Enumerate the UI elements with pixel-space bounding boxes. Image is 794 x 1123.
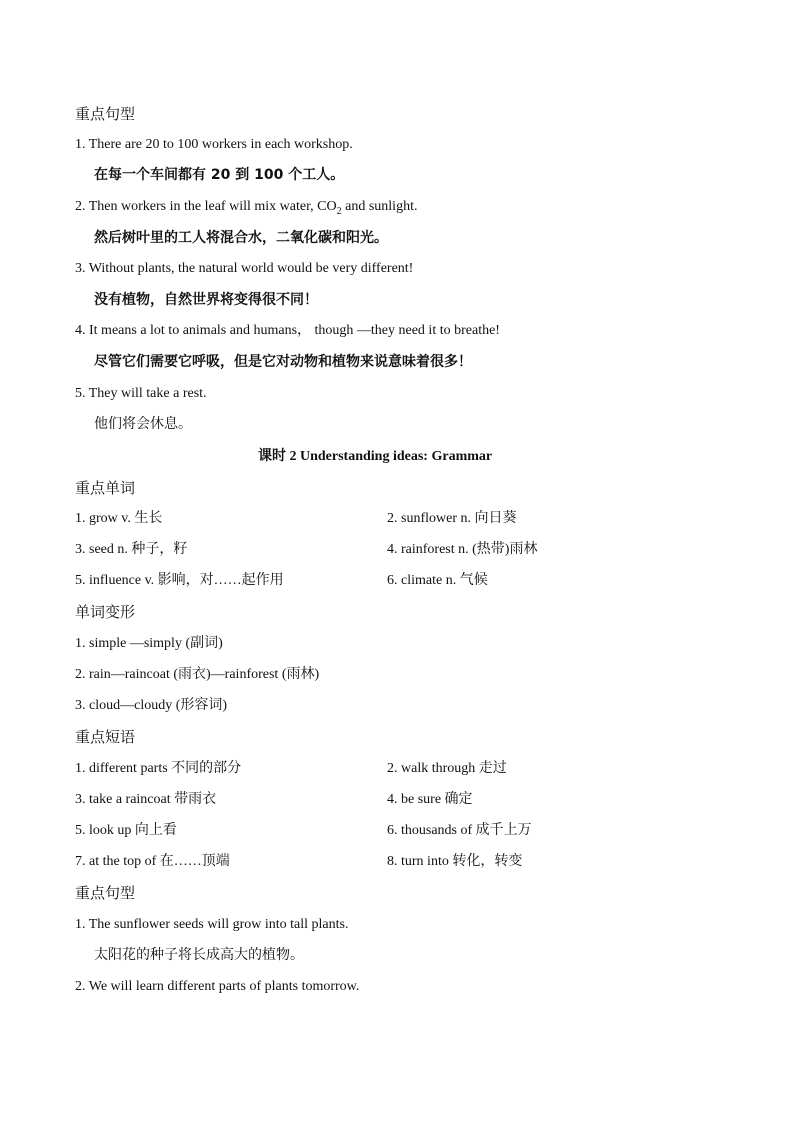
form-item: 3. cloud—cloudy (形容词) bbox=[75, 698, 228, 713]
phrase-item: 1. different parts 不同的部分 bbox=[75, 761, 242, 776]
sentence-zh: 没有植物，自然世界将变得很不同！ bbox=[94, 292, 318, 308]
phrase-item: 4. be sure 确定 bbox=[387, 792, 473, 807]
section-heading: 单词变形 bbox=[75, 603, 136, 621]
phrase-item: 7. at the top of 在……顶端 bbox=[75, 854, 230, 869]
phrase-item: 2. walk through 走过 bbox=[387, 761, 507, 776]
sentence-zh: 他们将会休息。 bbox=[94, 416, 192, 432]
sentence-en: 3. Without plants, the natural world would be very different! bbox=[75, 261, 414, 276]
phrase-item: 3. take a raincoat 带雨衣 bbox=[75, 792, 217, 807]
section-heading: 重点短语 bbox=[75, 728, 136, 746]
sentence-en: 5. They will take a rest. bbox=[75, 386, 207, 401]
section-heading: 重点句型 bbox=[75, 105, 136, 123]
vocab-item: 3. seed n. 种子，籽 bbox=[75, 542, 188, 557]
vocab-item: 1. grow v. 生长 bbox=[75, 511, 163, 526]
phrase-item: 6. thousands of 成千上万 bbox=[387, 823, 532, 838]
sentence-en: 2. Then workers in the leaf will mix water, $CO_2$ and sunlight. bbox=[75, 199, 418, 217]
section-heading: 重点句型 bbox=[75, 884, 136, 902]
sentence-en: 4. It means a lot to animals and humans， though —they need it to breathe! bbox=[75, 323, 500, 338]
vocab-item: 6. climate n. 气候 bbox=[387, 573, 488, 588]
sentence-zh: 在每一个车间都有 20 到 100 个工人。 bbox=[94, 167, 345, 183]
phrase-item: 8. turn into 转化，转变 bbox=[387, 854, 523, 869]
sentence-zh: 尽管它们需要它呼吸，但是它对动物和植物来说意味着很多！ bbox=[94, 354, 472, 370]
sentence-en: 1. The sunflower seeds will grow into tall plants. bbox=[75, 917, 349, 932]
phrase-item: 5. look up 向上看 bbox=[75, 823, 177, 838]
sentence-zh: 然后树叶里的工人将混合水，二氧化碳和阳光。 bbox=[94, 230, 388, 246]
vocab-item: 5. influence v. 影响，对……起作用 bbox=[75, 573, 284, 588]
sentence-en: 2. We will learn different parts of plants tomorrow. bbox=[75, 979, 360, 994]
sentence-en: 1. There are 20 to 100 workers in each workshop. bbox=[75, 137, 353, 152]
section-heading: 重点单词 bbox=[75, 479, 136, 497]
vocab-item: 4. rainforest n. (热带)雨林 bbox=[387, 542, 538, 557]
vocab-item: 2. sunflower n. 向日葵 bbox=[387, 511, 517, 526]
sentence-zh: 太阳花的种子将长成高大的植物。 bbox=[94, 947, 304, 963]
lesson-title: 课时 2 Understanding ideas: Grammar bbox=[258, 449, 493, 464]
form-item: 2. rain—raincoat (雨衣)—rainforest (雨林) bbox=[75, 667, 320, 682]
form-item: 1. simple —simply (副词) bbox=[75, 636, 223, 651]
